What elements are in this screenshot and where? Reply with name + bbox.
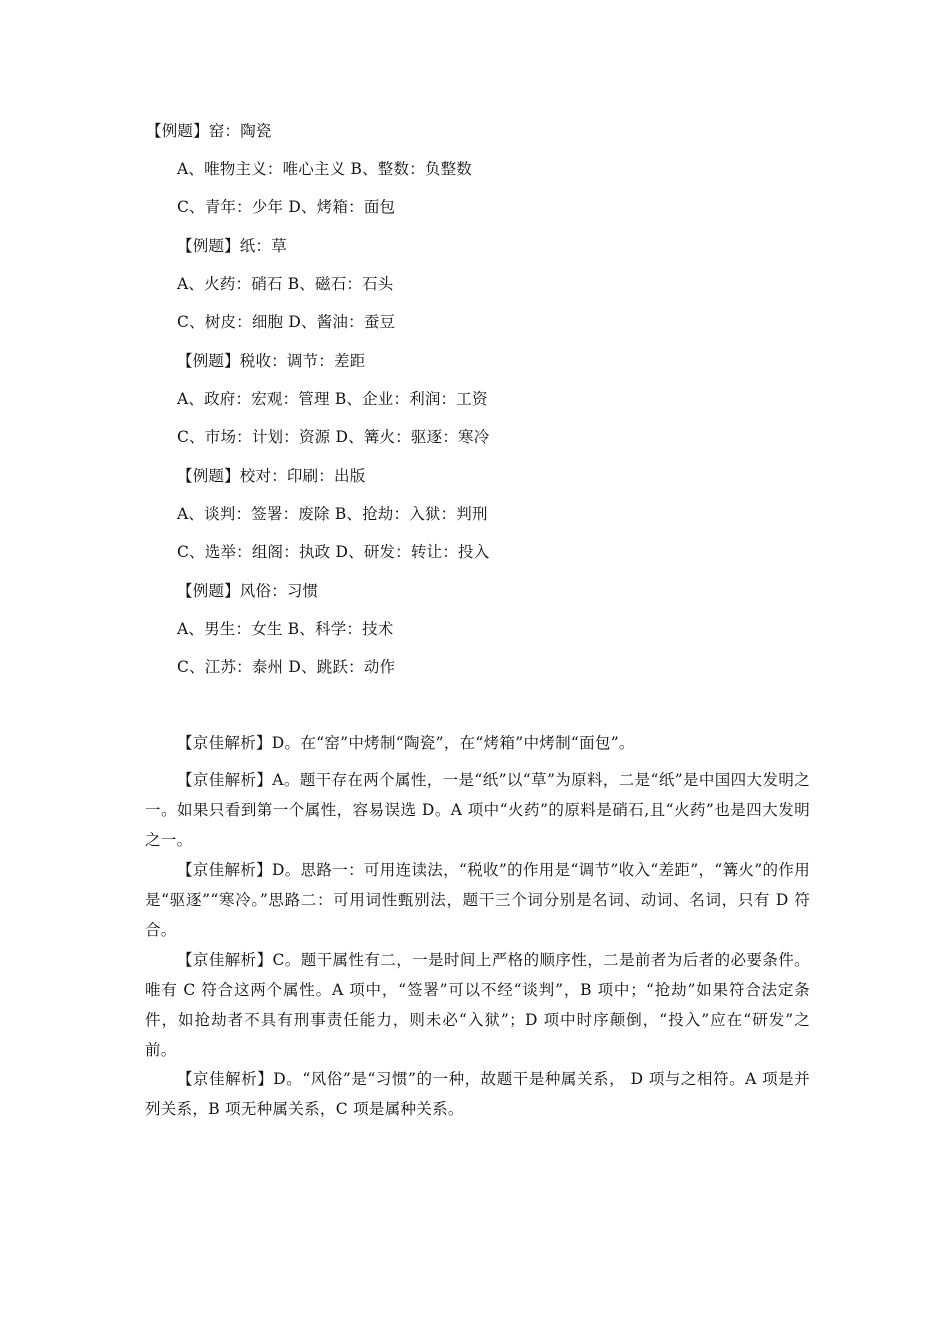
- question-1-options-cd: C、青年：少年 D、烤箱：面包: [177, 198, 396, 216]
- question-3-options-ab: A、政府：宏观：管理 B、企业：利润：工资: [177, 390, 488, 408]
- question-4-stem: 【例题】校对：印刷：出版: [177, 467, 366, 485]
- analysis-1: 【京佳解析】D。在“窑”中烤制“陶瓷”，在“烤箱”中烤制“面包”。: [177, 734, 635, 752]
- analysis-4: 【京佳解析】C。题干属性有二，一是时间上严格的顺序性，二是前者为后者的必要条件。唯有 C 符合这两个属性。A 项中，“签署”可以不经“谈判”，B 项中；“抢劫”如果符合法定条件，如抢劫者不具有刑事责任能力，则未必“入狱”；D 项中时序颠倒，“投入”应在“研发”之前。: [145, 951, 810, 1059]
- question-2-options-cd: C、树皮：细胞 D、酱油：蚕豆: [177, 313, 396, 331]
- question-5-options-cd: C、江苏：泰州 D、跳跃：动作: [177, 658, 396, 676]
- question-4-options-ab: A、谈判：签署：废除 B、抢劫：入狱：判刑: [177, 505, 488, 523]
- question-2-options-ab: A、火药：硝石 B、磁石：石头: [177, 275, 394, 293]
- question-1-options-ab: A、唯物主义：唯心主义 B、整数：负整数: [177, 160, 473, 178]
- question-5-stem: 【例题】风俗：习惯: [177, 582, 319, 600]
- analysis-2: 【京佳解析】A。题干存在两个属性，一是“纸”以“草”为原料，二是“纸”是中国四大发明之一。如果只看到第一个属性，容易误选 D。A 项中“火药”的原料是硝石,且“火药”也是四大发明之一。: [145, 771, 810, 849]
- analysis-3: 【京佳解析】D。思路一：可用连读法，“税收”的作用是“调节”收入“差距”，“篝火”的作用是“驱逐”“寒冷。”思路二：可用词性甄别法，题干三个词分别是名词、动词、名词，只有 D 符合。: [145, 861, 810, 939]
- question-3-options-cd: C、市场：计划：资源 D、篝火：驱逐：寒冷: [177, 428, 490, 446]
- question-5-options-ab: A、男生：女生 B、科学：技术: [177, 620, 394, 638]
- question-3-stem: 【例题】税收：调节：差距: [177, 352, 366, 370]
- question-2-stem: 【例题】纸：草: [177, 237, 287, 255]
- question-1-stem: 【例题】窑：陶瓷: [146, 122, 272, 140]
- question-4-options-cd: C、选举：组阁：执政 D、研发：转让：投入: [177, 543, 490, 561]
- analysis-5: 【京佳解析】D。“风俗”是“习惯”的一种，故题干是种属关系， D 项与之相符。A 项是并列关系，B 项无种属关系，C 项是属种关系。: [145, 1070, 810, 1118]
